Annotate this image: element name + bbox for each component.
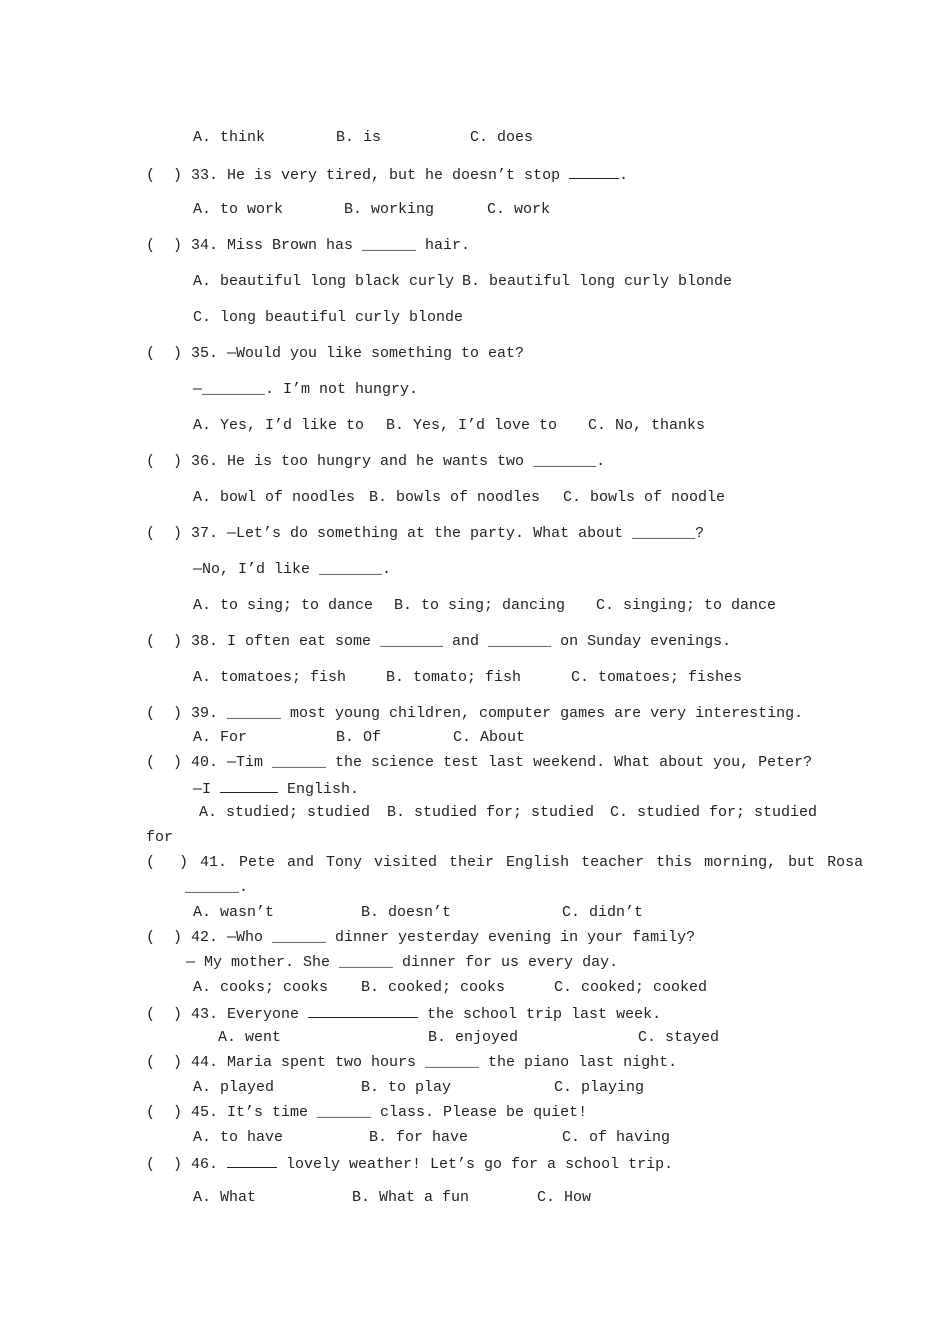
- option-c: C. didn’t: [562, 904, 644, 921]
- option-c: C. playing: [554, 1079, 645, 1096]
- option-b: B. doesn’t: [361, 904, 452, 921]
- question-34: ( ) 34. Miss Brown has ______ hair.: [146, 237, 471, 254]
- question-41-continued: ______.: [185, 879, 249, 896]
- option-c-continued: for: [146, 829, 174, 846]
- option-a: A. Yes, I’d like to: [193, 417, 365, 434]
- option-a: A. bowl of noodles: [193, 489, 356, 506]
- option-b: B. studied for; studied: [387, 804, 595, 821]
- option-c: C. of having: [562, 1129, 671, 1146]
- option-c: C. singing; to dance: [596, 597, 777, 614]
- answer-blank: [227, 1155, 277, 1168]
- option-c: C. cooked; cooked: [554, 979, 708, 996]
- option-c: C. studied for; studied: [610, 804, 818, 821]
- answer-blank: [308, 1005, 418, 1018]
- option-b: B. tomato; fish: [386, 669, 522, 686]
- question-37: ( ) 37. —Let’s do something at the party. What about _______?: [146, 525, 705, 542]
- option-b: B. to sing; dancing: [394, 597, 566, 614]
- answer-blank: [569, 166, 619, 179]
- option-a: A. What: [193, 1189, 257, 1206]
- option-c: C. stayed: [638, 1029, 720, 1046]
- option-a: A. For: [193, 729, 248, 746]
- question-36: ( ) 36. He is too hungry and he wants two _______.: [146, 453, 606, 470]
- question-40: ( ) 40. —Tim ______ the science test last weekend. What about you, Peter?: [146, 754, 813, 771]
- question-41: ( ) 41. Pete and Tony visited their English teacher this morning, but Rosa: [146, 854, 864, 871]
- option-c: C. No, thanks: [588, 417, 706, 434]
- option-c: C. work: [487, 201, 551, 218]
- question-44: ( ) 44. Maria spent two hours ______ the piano last night.: [146, 1054, 678, 1071]
- dialogue-response: —_______. I’m not hungry.: [193, 381, 419, 398]
- dialogue-response: —I English.: [193, 781, 360, 798]
- option-a: A. studied; studied: [199, 804, 371, 821]
- option-a: A. wasn’t: [193, 904, 275, 921]
- question-43: ( ) 43. Everyone the school trip last week.: [146, 1006, 662, 1023]
- option-b: B. working: [344, 201, 435, 218]
- question-39: ( ) 39. ______ most young children, computer games are very interesting.: [146, 705, 804, 722]
- option-c: C. bowls of noodle: [563, 489, 726, 506]
- option-c: C. How: [537, 1189, 592, 1206]
- answer-blank: [220, 780, 278, 793]
- option-a: A. to have: [193, 1129, 284, 1146]
- dialogue-response: — My mother. She ______ dinner for us every day.: [186, 954, 619, 971]
- option-a: A. tomatoes; fish: [193, 669, 347, 686]
- question-35: ( ) 35. —Would you like something to eat?: [146, 345, 525, 362]
- question-45: ( ) 45. It’s time ______ class. Please be quiet!: [146, 1104, 588, 1121]
- question-46: ( ) 46. lovely weather! Let’s go for a school trip.: [146, 1156, 674, 1173]
- option-b: B. What a fun: [352, 1189, 470, 1206]
- option-b: B. beautiful long curly blonde: [462, 273, 733, 290]
- option-a: A. played: [193, 1079, 275, 1096]
- option-a: A. to work: [193, 201, 284, 218]
- question-42: ( ) 42. —Who ______ dinner yesterday evening in your family?: [146, 929, 696, 946]
- option-b: B. Of: [336, 729, 382, 746]
- option-c: C. does: [470, 129, 534, 146]
- option-a: A. think: [193, 129, 266, 146]
- option-b: B. to play: [361, 1079, 452, 1096]
- option-b: B. Yes, I’d love to: [386, 417, 558, 434]
- question-38: ( ) 38. I often eat some _______ and _______ on Sunday evenings.: [146, 633, 732, 650]
- option-a: A. went: [218, 1029, 282, 1046]
- option-a: A. cooks; cooks: [193, 979, 329, 996]
- option-b: B. enjoyed: [428, 1029, 519, 1046]
- option-c: C. tomatoes; fishes: [571, 669, 743, 686]
- option-a: A. to sing; to dance: [193, 597, 374, 614]
- option-b: B. for have: [369, 1129, 469, 1146]
- question-33: ( ) 33. He is very tired, but he doesn’t stop .: [146, 167, 629, 184]
- option-c: C. About: [453, 729, 526, 746]
- option-a: A. beautiful long black curly: [193, 273, 455, 290]
- option-b: B. cooked; cooks: [361, 979, 506, 996]
- option-b: B. is: [336, 129, 382, 146]
- dialogue-response: —No, I’d like _______.: [193, 561, 392, 578]
- option-c: C. long beautiful curly blonde: [193, 309, 464, 326]
- option-b: B. bowls of noodles: [369, 489, 541, 506]
